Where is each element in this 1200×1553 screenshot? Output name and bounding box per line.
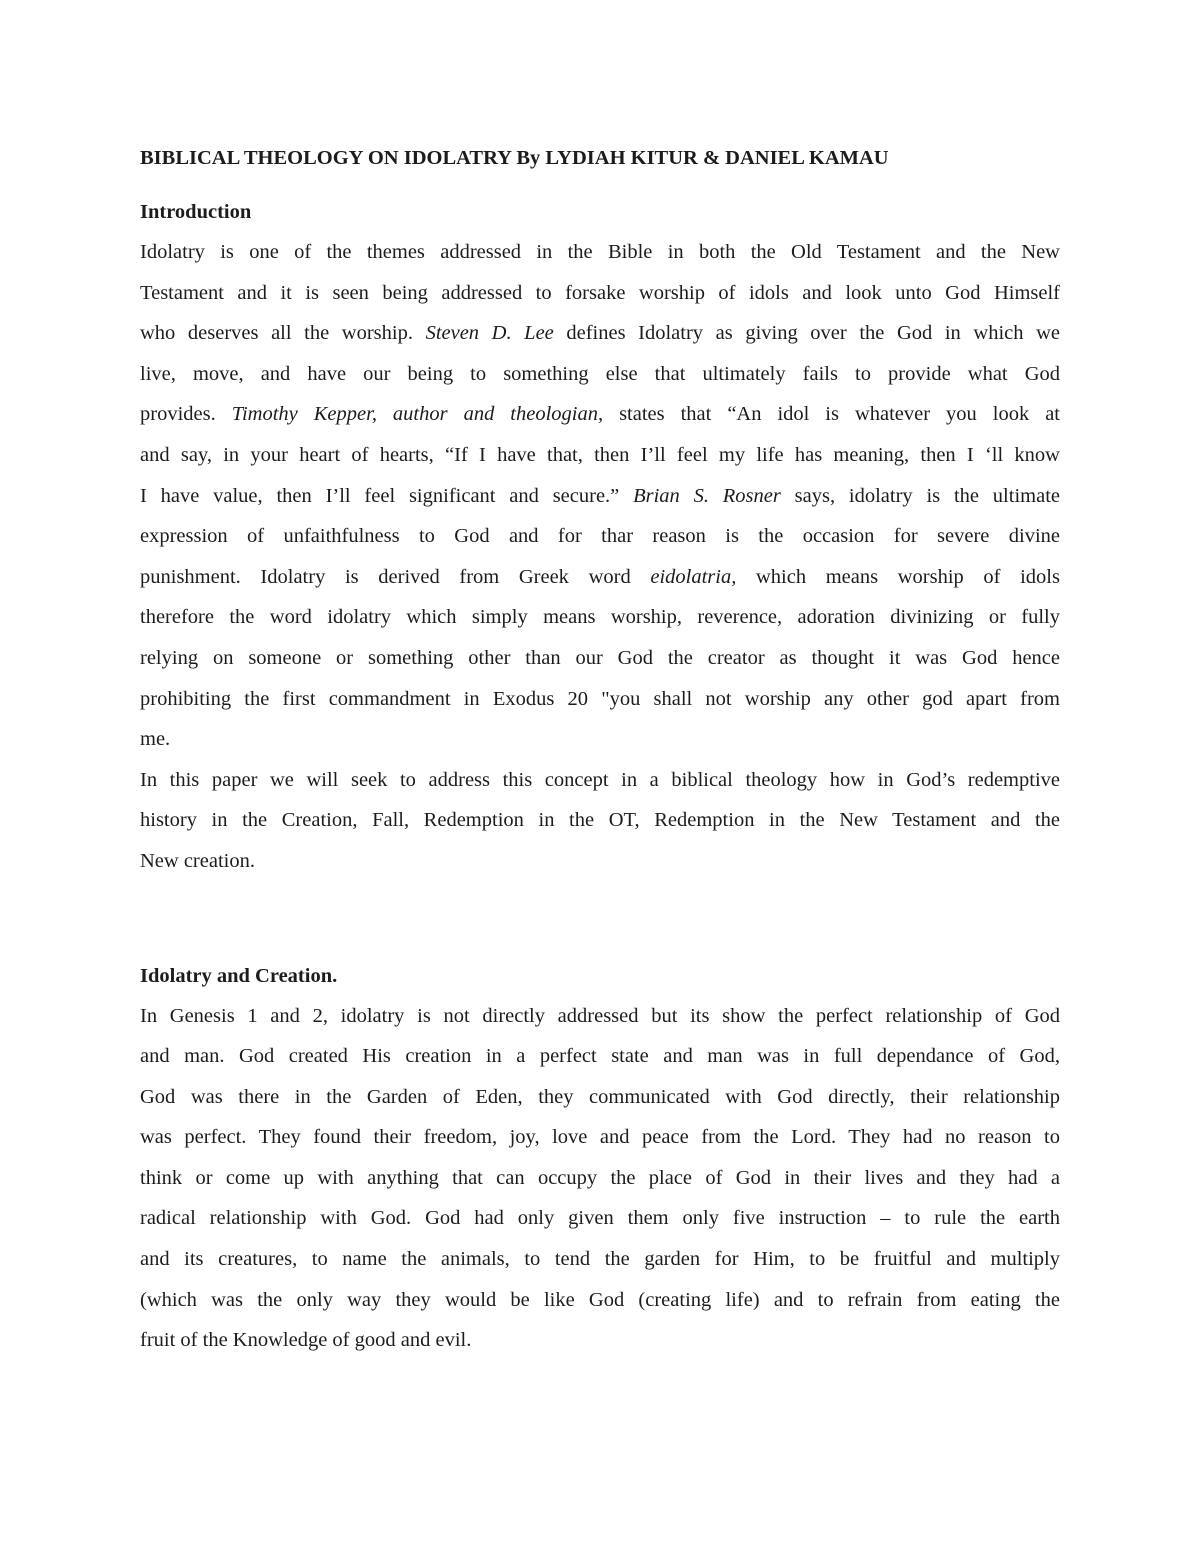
text-line [140, 760, 1060, 801]
italic-text-run: eidolatria, [650, 565, 737, 588]
text-line [140, 516, 1060, 557]
italic-text-run: Steven D. Lee [425, 322, 554, 345]
text-line [140, 1198, 1060, 1239]
italic-text-run: Brian S. Rosner [633, 484, 781, 507]
text-line [140, 597, 1060, 638]
text-line [140, 435, 1060, 476]
text-run: provides. [140, 403, 232, 426]
text-run: which means worship of idols [736, 565, 1060, 588]
text-run: In Genesis 1 and 2, idolatry is not directly addressed but its show the perfect relationship of God [140, 1004, 1060, 1027]
text-run: radical relationship with God. God had only given them only five instruction – to rule the earth [140, 1207, 1060, 1230]
text-run: punishment. Idolatry is derived from Greek word [140, 565, 651, 588]
text-line [140, 996, 1060, 1037]
text-line [140, 1280, 1060, 1321]
section-heading-creation: Idolatry and Creation. [140, 964, 338, 987]
text-run: Testament and it is seen being addressed to forsake worship of idols and look unto God Himself [140, 281, 1060, 304]
text-run: was perfect. They found their freedom, joy, love and peace from the Lord. They had no reason to [140, 1126, 1060, 1149]
paragraph-introduction-2 [140, 760, 1060, 882]
text-line [140, 800, 1060, 841]
text-run: Idolatry is one of the themes addressed in the Bible in both the Old Testament and the New [140, 241, 1060, 263]
text-line [140, 719, 1060, 760]
text-line [140, 476, 1060, 517]
text-line [140, 232, 1060, 273]
text-run: history in the Creation, Fall, Redemption in the OT, Redemption in the New Testament and the [140, 809, 1060, 832]
text-line [140, 679, 1060, 720]
text-line [140, 1239, 1060, 1280]
text-line [140, 1117, 1060, 1158]
text-run: In this paper we will seek to address this concept in a biblical theology how in God’s redemptive [140, 768, 1060, 791]
text-run: New creation. [140, 849, 255, 872]
text-run: I have value, then I’ll feel significant and secure.” [140, 484, 634, 507]
text-run: and its creatures, to name the animals, to tend the garden for Him, to be fruitful and multiply [140, 1248, 1060, 1271]
text-run: expression of unfaithfulness to God and for thar reason is the occasion for severe divine [140, 525, 1060, 548]
text-run: defines Idolatry as giving over the God in which we [553, 322, 1060, 345]
document-title: BIBLICAL THEOLOGY ON IDOLATRY By LYDIAH KITUR & DANIEL KAMAU [140, 147, 889, 169]
text-line [140, 1158, 1060, 1199]
text-run: me. [140, 728, 171, 751]
text-run: states that “An idol is whatever you look at [603, 403, 1060, 426]
text-run: therefore the word idolatry which simply means worship, reverence, adoration divinizing or fully [140, 606, 1060, 629]
text-run: prohibiting the first commandment in Exodus 20 "you shall not worship any other god apart from [140, 687, 1060, 710]
text-line [140, 394, 1060, 435]
text-line [140, 638, 1060, 679]
text-run: live, move, and have our being to something else that ultimately fails to provide what God [140, 362, 1060, 385]
text-run: says, idolatry is the ultimate [780, 484, 1060, 507]
text-line [140, 1077, 1060, 1118]
text-run: relying on someone or something other than our God the creator as thought it was God hence [140, 646, 1060, 669]
italic-text-run: Timothy Kepper, author and theologian, [231, 403, 604, 426]
text-run: God was there in the Garden of Eden, they communicated with God directly, their relationship [140, 1085, 1060, 1108]
text-line [140, 1036, 1060, 1077]
section-heading-introduction: Introduction [140, 201, 252, 223]
text-run: and man. God created His creation in a perfect state and man was in full dependance of God, [140, 1045, 1060, 1068]
text-line [140, 841, 1060, 882]
paragraph-creation-1 [140, 996, 1060, 1361]
text-line [140, 273, 1060, 314]
text-run: and say, in your heart of hearts, “If I have that, then I’ll feel my life has meaning, then I ‘ll know [140, 443, 1060, 466]
text-line [140, 313, 1060, 354]
text-run: (which was the only way they would be like God (creating life) and to refrain from eating the [140, 1288, 1060, 1311]
text-run: who deserves all the worship. [140, 322, 426, 345]
text-line [140, 354, 1060, 395]
text-run: think or come up with anything that can occupy the place of God in their lives and they had a [140, 1166, 1060, 1189]
text-line [140, 557, 1060, 598]
document-body [140, 138, 1060, 1361]
text-line [140, 1320, 1060, 1361]
text-run: fruit of the Knowledge of good and evil. [140, 1329, 472, 1352]
paragraph-introduction-1 [140, 232, 1060, 760]
